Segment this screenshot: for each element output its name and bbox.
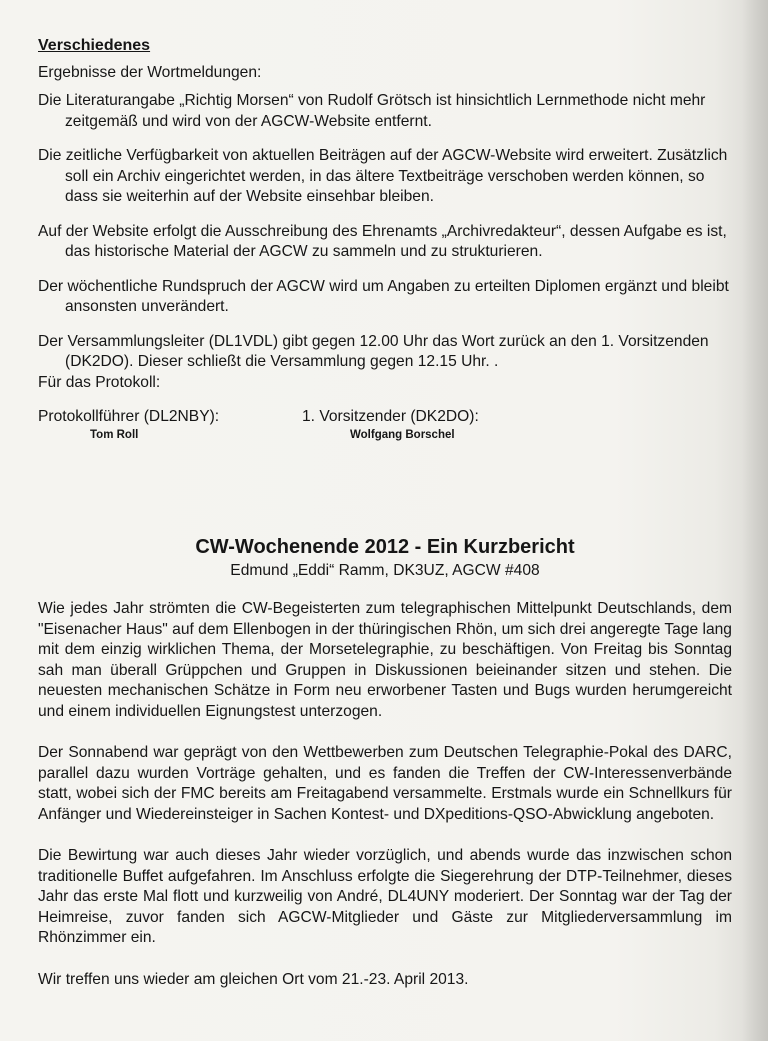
- result-paragraph-literature: Die Literaturangabe „Richtig Morsen“ von Rudolf Grötsch ist hinsichtlich Lernmethode nicht mehr zeitgemäß und wird von der AGCW-Website entfernt.: [38, 92, 706, 130]
- signature-name: Wolfgang Borschel: [350, 428, 455, 441]
- section-heading: Verschiedenes: [38, 37, 151, 54]
- article-body: [38, 599, 732, 990]
- result-paragraph-archive: Die zeitliche Verfügbarkeit von aktuellen Beiträgen auf der AGCW-Website wird erweitert. Zusätzlich soll ein Archiv eingerichtet werden, in das ältere Textbeiträge verschoben werden können, so dass sie weiterhin auf der Website einsehbar bleiben.: [38, 147, 728, 205]
- result-paragraph-archive-editor: Auf der Website erfolgt die Ausschreibung des Ehrenamts „Archivredakteur“, dessen Aufgabe es ist, das historische Material der AGCW zu sammeln und zu strukturieren.: [38, 222, 727, 260]
- article-byline: Edmund „Eddi“ Ramm, DK3UZ, AGCW #408: [230, 561, 540, 579]
- signature-label: 1. Vorsitzender (DK2DO):: [302, 408, 479, 425]
- closing-paragraph: Der Versammlungsleiter (DL1VDL) gibt gegen 12.00 Uhr das Wort zurück an den 1. Vorsitzenden (DK2DO). Dieser schließt die Versammlung gegen 12.15 Uhr. .: [38, 332, 709, 370]
- signature-label: Protokollführer (DL2NBY):: [38, 408, 220, 425]
- signature-chairman: [302, 407, 602, 443]
- article-title: CW-Wochenende 2012 - Ein Kurzbericht: [195, 535, 575, 558]
- result-paragraph-broadcast: Der wöchentliche Rundspruch der AGCW wird um Angaben zu erteilten Diplomen ergänzt und bleibt ansonsten unverändert.: [38, 277, 729, 315]
- signature-recorder: [38, 407, 302, 443]
- page-edge-shadow: [742, 0, 768, 1041]
- signature-name: Tom Roll: [90, 428, 139, 441]
- article-paragraph: Wir treffen uns wieder am gleichen Ort vom 21.-23. April 2013.: [38, 970, 469, 988]
- page-content: [38, 36, 732, 990]
- article-paragraph: Wie jedes Jahr strömten die CW-Begeisterten zum telegraphischen Mittelpunkt Deutschlands, dem "Eisenacher Haus" auf dem Ellenbogen in der thüringischen Rhön, um sich drei angeregte Tage lang mit dem einzig wirklichen Thema, der Morsetelegraphie, zu beschäftigen. Von Freitag bis Sonntag sah man überall Grüppchen und Gruppen in Diskussionen beieinander sitzen und stehen. Die neuesten mechanischen Schätze in Form neu erworbener Tasten und Bugs wurden herumgereicht und einem individuellen Eignungstest unterzogen.: [38, 600, 732, 720]
- section-intro: Ergebnisse der Wortmeldungen:: [38, 63, 262, 81]
- protocol-line: Für das Protokoll:: [38, 373, 161, 391]
- signature-row: [38, 407, 732, 443]
- article-paragraph: Die Bewirtung war auch dieses Jahr wieder vorzüglich, und abends wurde das inzwischen schon traditionelle Buffet aufgefahren. Im Anschluss erfolgte die Siegerehrung der DTP-Teilnehmer, dieses Jahr das erste Mal flott und kurzweilig von André, DL4UNY moderiert. Der Sonntag war der Tag der Heimreise, zuvor fanden sich AGCW-Mitglieder und Gäste zur Mitgliederversammlung im Rhönzimmer ein.: [38, 847, 732, 946]
- article-paragraph: Der Sonnabend war geprägt von den Wettbewerben zum Deutschen Telegraphie-Pokal des DARC, parallel dazu wurden Vorträge gehalten, und es fanden die Treffen der CW-Interessenverbände statt, wobei sich der FMC bereits am Freitagabend versammelte. Erstmals wurde ein Schnellkurs für Anfänger und Wiedereinsteiger in Sachen Kontest- und DXpeditions-QSO-Abwicklung angeboten.: [38, 744, 732, 823]
